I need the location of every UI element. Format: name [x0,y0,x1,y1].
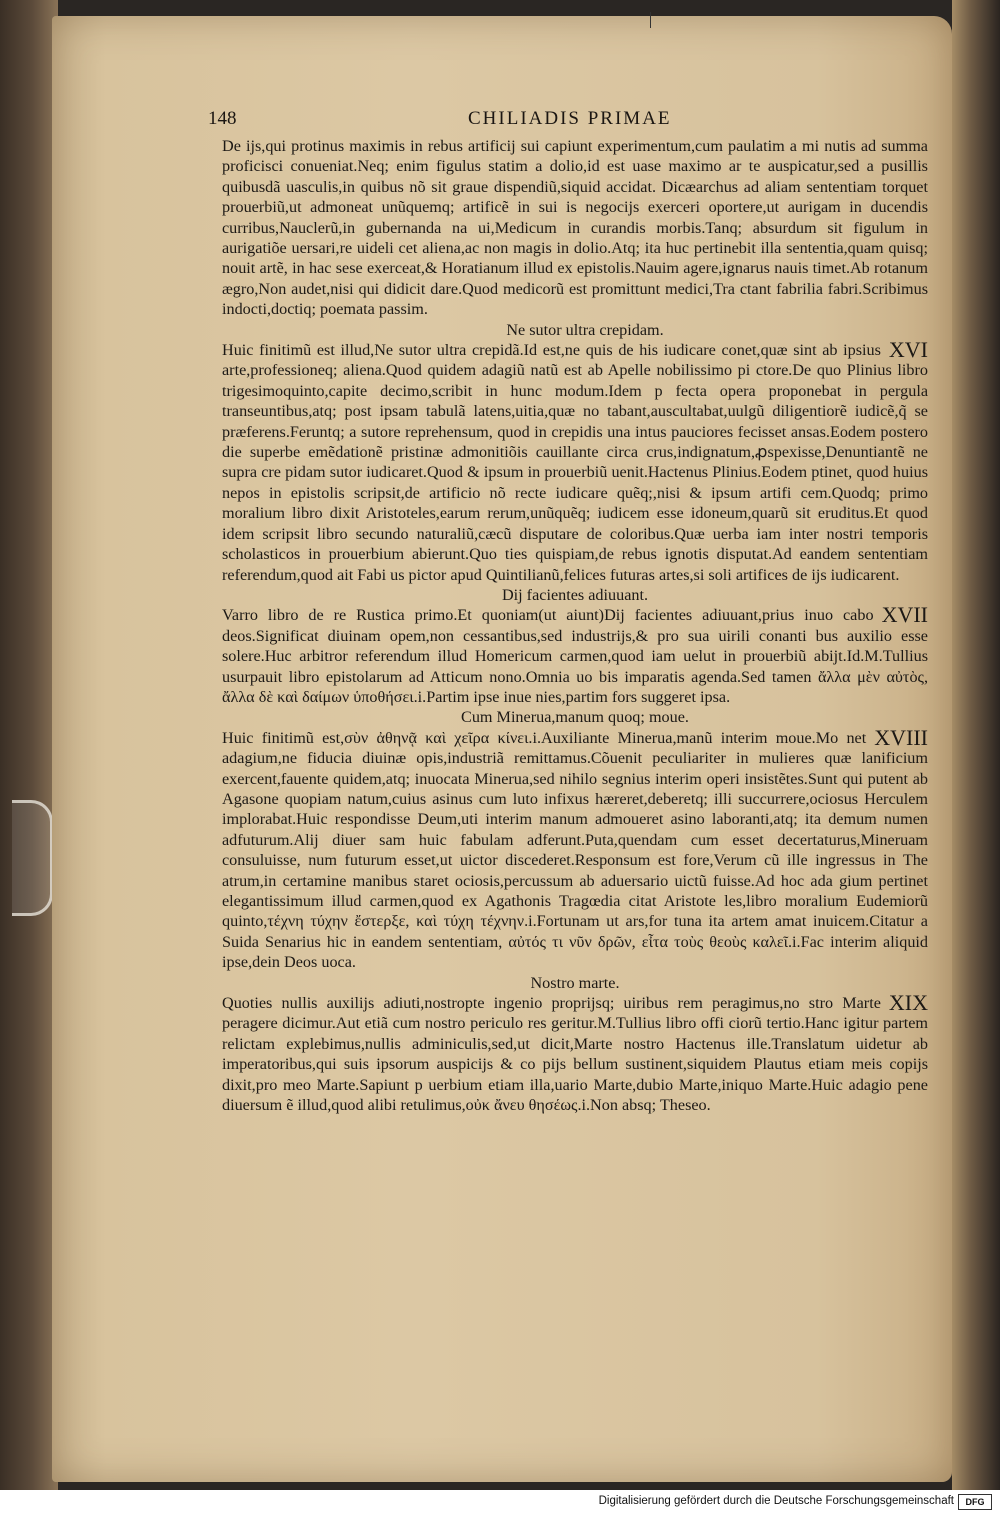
page-edge [952,0,1000,1490]
adage-title-xvii [222,585,928,605]
adage-number-xvii: XVII [881,602,928,628]
adage-paragraph-xviii: Huic finitimũ est,σὺν ἀθηνᾷ καὶ χεῖρα κίνει.i.Auxiliante Minerua,manũ interim moue.Mo net adagium,ne fiducia diuinæ opis,industriã remittamus.Cõuenit peculiariter in mulieres quæ lanificium exercent,fauente quidem,atq; inuocata Minerua,sed nihilo segnius interim operi insistẽtes.Sunt qui putent ab Agasone quopiam natum,cuius asinus cum luto infixus hæreret,deberetq; illi succurrere,ociosus Herculem implorabat.Huic respondisse Deum,uti interim manum admoueret asino laboranti,atq; ita demum numen adfuturum.Alij diuer sam huic fabulam adferunt.Puta,quendam cum esset decertaturus,Mineruam consuluisse, num futurum esset,ut uictor discederet.Responsum est fore,Verum cũ ille ingressus in The atrum,in certamine manibus staret ociosis,percussum ab aduersario uictũ fuisse.Ad hoc ada gium pertinet elegantissimum illud carmen,quod ex Agathonis Tragœdia citat Aristote les,libro moralium Eudemiorũ quinto,τέχνη τύχην ἔστερξε, καὶ τύχη τέχνην.i.Fortunam ut ars,for tuna ita artem amat inuicem.Citatur a Suida Senarius hic in eandem sententiam, αὐτός τι νῦν δρῶν, εἶτα τοὺς θεοὺς καλεῖ.i.Fac interim aliquid ipse,dein Deos uoca. [222,728,928,972]
adage-number-xix: XIX [888,990,928,1015]
page-text [222,136,928,1115]
adage-number-xvi: XVI [888,337,928,363]
book-gutter [0,0,58,1490]
page-header [208,108,928,136]
adage-number-xviii: XVIII [874,724,928,750]
folio-number: 148 [208,108,237,129]
dfg-logo: DFG [958,1494,992,1510]
adage-title-text: Nostro marte. [530,973,620,992]
adage-paragraph-xvii: Varro libro de re Rustica primo.Et quoniam(ut aiunt)Dij facientes adiuuant,prius inuo cabo deos.Significat diuinam opem,non cessantibus,sed industrijs,& pro sua uirili conanti bus auxilio esse solere.Huc arbitror referendum illud Homericum carmen,quod iam uelut in prouerbiũ abijt.Id.M.Tullius usurpauit libro epistolarum ad Atticum nono.Omnia uo bis imparatis agenda.Sed tamen ἄλλα μὲν αὐτὸς, ἄλλα δὲ καὶ δαίμων ὑποθήσει.i.Partim ipse inue nies,partim fors suggeret ipsa. [222,606,928,706]
adage-title-text: Ne sutor ultra crepidam. [506,320,664,339]
adage-title-text: Dij facientes adiuuant. [501,585,649,604]
adage-paragraph-xvi: Huic finitimũ est illud,Ne sutor ultra crepidã.Id est,ne quis de his iudicare conet,quæ sint ab ipsius arte,professioneq; aliena.Quod quidem adagiũ natũ est ab Apelle nobilissimo pi ctore.De quo Plinius libro trigesimoquinto,capite decimo,scribit in hunc modum.Idem p fecta opera proponebat in pergula transeuntibus,atq; post ipsam tabulã latens,uitia,quæ no tabant,auscultabat,uulgũ diligentiorẽ iudicẽ,q̃ se præferens.Feruntq; a sutore reprehensum, quod in crepidis una intus pauciores fecisset ansas.Eodem postero die superbe emẽdationẽ pristinæ admonitiõis cauillante circa crus,indignatum,ꝓspexisse,Denuntiantẽ ne supra cre pidam sutor iudicaret.Quod & ipsum in prouerbiũ uenit.Hactenus Plinius.Eodem ptinet, quod huius nepos in epistolis scripsit,de artificio nõ recte iudicare quẽq;,nisi & ipsum artifi cem.Quodq; primo moralium libro dixit Aristoteles,earum rerum,unũquẽq; iudicem esse idoneum,quarũ sit eruditus.Et quod idem scripsit libro secundo naturaliũ,cæcũ disputare de coloribus.Quæ uerba iam inter nostri temporis scholasticos in prouerbium abierunt.Quo ties quispiam,de rebus ignotis disputat.Ad eandem sententiam referendum,quod ait Fabi us pictor apud Quintilianũ,felices futuras artes,si soli artifices de ijs iudicarent. [222,341,928,584]
page-clip [12,800,53,916]
adage-title-xix [222,973,928,993]
intro-paragraph: De ijs,qui protinus maximis in rebus artificij sui capiunt experimentum,cum paulatim a mi nutis ad summa proficisci conueniat.Neq; enim figulus statim a dolio,id est uase maximo ar te auspicatur,sed a pusillis quibusdã uasculis,in quibus nõ sit graue dispendiũ,siquid accidat. Dicæarchus ad aliam sententiam torquet prouerbiũ,ut admoneat unũquemq; artificẽ in sui is negocijs exerceri oportere,ut aurigam in ducendis curribus,Nauclerũ,in gubernanda na ui,Medicum in curandis morbis.Tanq; absurdum sit figulum in aurigatiõe uersari,re uideli cet aliena,ac non magis in dolio.Atq; ita huc pertinebit illa sententia,quam quisq; nouit artẽ, in hac sese exerceat,& Horatianum illud ex epistolis.Nauim agere,ignarus nauis timet.Ab rotanum ægro,Non audet,nisi qui didicit dare.Quod medicorũ est promittunt medici,Tra ctant fabrilia fabri.Scribimus indocti,doctiq; poemata passim. [222,137,928,319]
footer-bar [0,1490,1000,1513]
adage-title-text: Cum Minerua,manum quoq; moue. [461,708,689,727]
adage-title-xvi [222,320,928,340]
running-title: CHILIADIS PRIMAE [468,108,672,129]
funding-note: Digitalisierung gefördert durch die Deutsche Forschungsgemeinschaft [598,1495,954,1507]
page-mark [650,12,651,28]
adage-paragraph-xix: Quoties nullis auxilijs adiuti,nostropte ingenio proprijsq; uiribus rem peragimus,no stro Marte peragere dicimur.Aut etiã cum nostro periculo res geritur.M.Tullius libro offi ciorũ tertio.Hanc igitur partem relictam explebimus,nullis adminiculis,sed,ut dicit,Marte nostro Hactenus ille.Translatum uidetur ab imperatoribus,qui suis ipsorum auspicijs & co pijs bellum sustinent,siquidem Plautus etiam meis copijs dixit,pro meo Marte.Sapiunt p uerbium etiam illa,uario Marte,dubio Marte,iniquo Marte.Huic adagio pene diuersum ẽ illud,quod alibi retulimus,οὐκ ἄνευ θησέως.i.Non absq; Theseo. [222,994,928,1115]
adage-title-xviii [222,707,928,727]
